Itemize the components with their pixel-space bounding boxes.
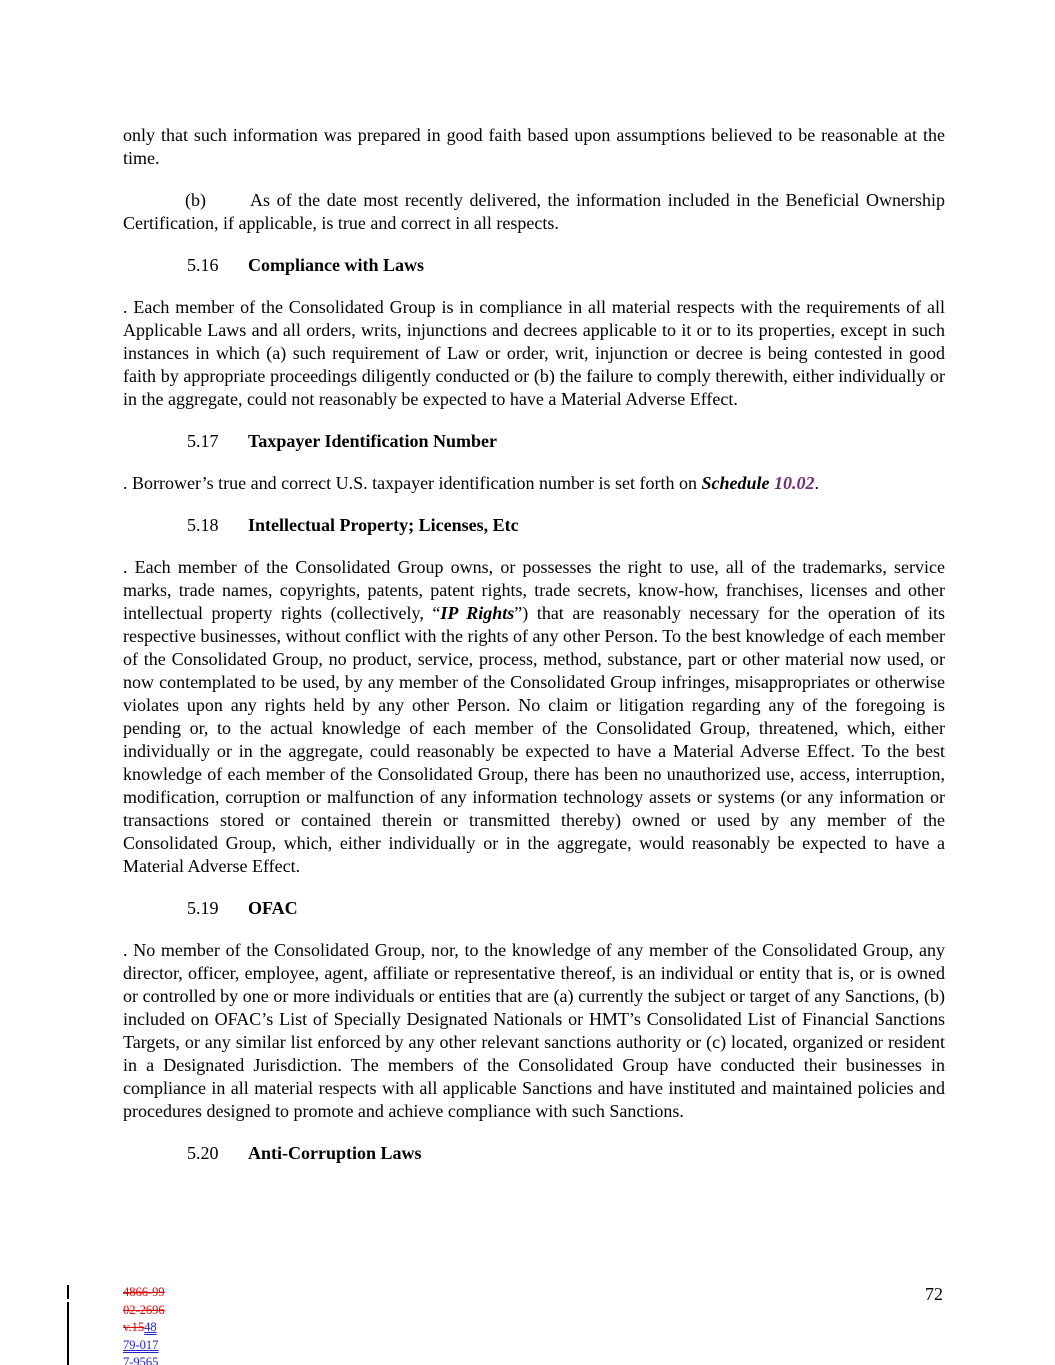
ip-rights-defined-term: IP Rights: [440, 603, 515, 623]
section-heading-5-19: [187, 897, 945, 920]
paragraph-5-17-body: [123, 472, 945, 495]
clause-b-label: (b): [185, 190, 206, 210]
paragraph-5-19-body: . No member of the Consolidated Group, nor, to the knowledge of any member of the Consolidated Group, any director, officer, employee, agent, affiliate or representative thereof, is an individual or entity that is, or is owned or controlled by one or more individuals or entities that are (a) currently the subject or target of any Sanctions, (b) included on OFAC’s List of Specially Designated Nationals or HMT’s Consolidated List of Financial Sanctions Targets, or any similar list enforced by any other relevant sanctions authority or (c) located, organized or resident in a Designated Jurisdiction. The members of the Consolidated Group have conducted their businesses in compliance in all material respects with all applicable Sanctions and have instituted and maintained policies and procedures designed to promote and achieve compliance with such Sanctions.: [123, 940, 945, 1121]
section-heading-5-18: [187, 514, 945, 537]
doc-id-line: [123, 1354, 165, 1365]
doc-id-inserted-text: 48: [144, 1320, 157, 1334]
section-heading-5-16: [187, 254, 945, 277]
sentence-period: .: [814, 473, 820, 493]
doc-id-deleted-text: 02-2696: [123, 1302, 165, 1317]
section-title: Compliance with Laws: [248, 255, 425, 275]
section-number: 5.19: [187, 898, 219, 918]
section-heading-5-20: [187, 1142, 945, 1165]
doc-id-deleted-text: 4866-99: [123, 1285, 165, 1299]
section-number: 5.16: [187, 255, 219, 275]
section-number: 5.18: [187, 515, 219, 535]
section-title: Intellectual Property; Licenses, Etc: [248, 515, 519, 535]
page-number: 72: [925, 1284, 943, 1304]
revision-change-bar: [67, 1285, 69, 1299]
doc-id-line: [123, 1337, 165, 1355]
section-title: Anti-Corruption Laws: [248, 1143, 422, 1163]
doc-id-line: [123, 1319, 165, 1337]
section-heading-5-17: [187, 430, 945, 453]
document-id-redline: [123, 1284, 165, 1365]
section-title: OFAC: [248, 898, 298, 918]
schedule-reference-number: 10.02: [774, 473, 815, 493]
revision-change-bar: [67, 1302, 69, 1365]
paragraph-5-16-body: . Each member of the Consolidated Group is in compliance in all material respects with the requirements of all Applicable Laws and all orders, writs, injunctions and decrees applicable to it or to its properties, except in such instances in which (a) such requirement of Law or order, writ, injunction or decree is being contested in good faith by appropriate proceedings diligently conducted or (b) the failure to comply therewith, either individually or in the aggregate, could not reasonably be expected to have a Material Adverse Effect.: [123, 297, 945, 409]
paragraph-clause-b: [123, 189, 945, 235]
clause-b-text: As of the date most recently delivered, the information included in the Beneficial Ownership Certification, if applicable, is true and correct in all respects.: [123, 190, 945, 233]
doc-id-inserted-text: 79-017: [123, 1337, 159, 1352]
schedule-reference-word: Schedule: [701, 473, 775, 493]
ip-body-part2: ”) that are reasonably necessary for the operation of its respective businesses, without conflict with the rights of any other Person. To the best knowledge of each member of the Consolidated Group, no product, service, process, method, substance, part or other material now used, or now contemplated to be used, by any member of the Consolidated Group infringes, misappropriates or otherwise violates upon any rights held by any other Person. No claim or litigation regarding any of the foregoing is pending or, to the actual knowledge of each member of the Consolidated Group, threatened, which, either individually or in the aggregate, could reasonably be expected to have a Material Adverse Effect. To the best knowledge of each member of the Consolidated Group, there has been no unauthorized use, access, interruption, modification, corruption or malfunction of any information technology assets or systems (or any information or transactions stored or contained therein or transmitted thereby) owned or used by any member of the Consolidated Group, which, either individually or in the aggregate, would reasonably be expected to have a Material Adverse Effect.: [123, 603, 945, 876]
section-title: Taxpayer Identification Number: [248, 431, 498, 451]
paragraph-intro-continuation: only that such information was prepared in good faith based upon assumptions believed to be reasonable at the time.: [123, 125, 945, 168]
paragraph-5-18-body: [123, 556, 945, 878]
doc-id-deleted-text: v.15: [123, 1320, 145, 1334]
section-number: 5.17: [187, 431, 219, 451]
section-number: 5.20: [187, 1143, 219, 1163]
taxpayer-id-text: . Borrower’s true and correct U.S. taxpayer identification number is set forth on: [123, 473, 702, 493]
doc-id-inserted-text: 7-9565: [123, 1355, 159, 1365]
ip-body-part1: . Each member of the Consolidated Group owns, or possesses the right to use, all of the trademarks, service marks, trade names, copyrights, patents, patent rights, trade secrets, know-how, franchises, licenses and other intellectual property rights (collectively, “: [123, 557, 945, 623]
doc-id-line: [123, 1302, 165, 1320]
doc-id-line: [123, 1284, 165, 1302]
